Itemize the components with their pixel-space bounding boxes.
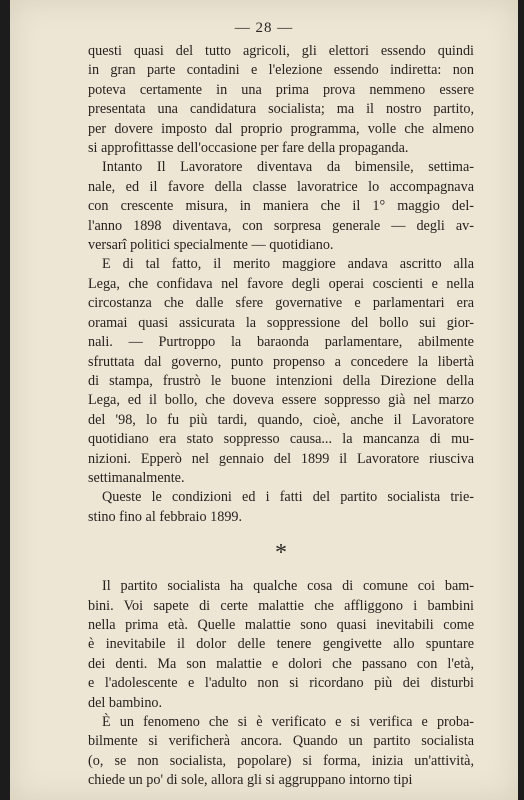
paragraph bbox=[88, 42, 474, 158]
paragraph bbox=[88, 255, 474, 488]
page-number: — 28 — bbox=[234, 20, 294, 36]
text-line: circostanza che dalle sfere governative e parlamentari era bbox=[88, 295, 474, 312]
text-line: sfruttata dal governo, punto propenso a concedere la libertà bbox=[88, 353, 474, 370]
text-line: presentata una candidatura socialista; ma il nostro partito, bbox=[88, 101, 474, 118]
text-line: dei denti. Ma son malattie e dolori che passano con l'età, bbox=[88, 655, 474, 672]
text-line: nizioni. Epperò nel gennaio del 1899 il Lavoratore riusciva bbox=[88, 450, 474, 467]
text-line: bini. Voi sapete di certe malattie che affliggono i bambini bbox=[88, 597, 474, 614]
text-line: chiede un po' di sole, allora gli si aggruppano intorno tipi bbox=[88, 772, 413, 789]
paragraph bbox=[88, 158, 474, 255]
text-line: È un fenomeno che si è verificato e si verifica e proba- bbox=[102, 714, 474, 730]
text-line: nella prima età. Quelle malattie sono quasi inevitabili come bbox=[88, 616, 474, 633]
text-section-before bbox=[88, 42, 474, 527]
text-line: e l'adolescente e l'adulto non si ricordano più dei disturbi bbox=[88, 675, 474, 692]
text-line: quotidiano era stato soppresso causa... la mancanza di mu- bbox=[88, 431, 474, 448]
text-line: stino fino al febbraio 1899. bbox=[88, 508, 243, 525]
text-line: in gran parte contadini e l'elezione essendo indiretta: non bbox=[88, 62, 474, 79]
text-line: l'anno 1898 diventava, con sorpresa generale — degli av- bbox=[88, 217, 474, 234]
text-line: si approfittasse dell'occasione per fare della propaganda. bbox=[88, 140, 409, 157]
text-line: Il partito socialista ha qualche cosa di comune coi bam- bbox=[102, 578, 474, 595]
text-line: Lega, che confidava nel favore degli operai coscienti e nella bbox=[88, 275, 474, 292]
text-line: Queste le condizioni ed i fatti del partito socialista trie- bbox=[102, 489, 474, 506]
text-line: per dovere imposto dal proprio programma, volle che almeno bbox=[88, 120, 474, 137]
text-line: nale, ed il favore della classe lavoratrice lo accompagnava bbox=[88, 178, 474, 195]
text-line: di stampa, frustrò le buone intenzioni della Direzione della bbox=[88, 372, 474, 389]
body-text bbox=[88, 42, 474, 791]
text-section-after bbox=[88, 577, 474, 790]
paragraph bbox=[88, 488, 474, 527]
text-line: settimanalmente. bbox=[88, 469, 185, 486]
text-line: questi quasi del tutto agricoli, gli elettori essendo quindi bbox=[88, 43, 474, 59]
text-line: Lega, ed il bollo, che doveva essere soppresso già nel marzo bbox=[88, 392, 474, 409]
text-line: E di tal fatto, il merito maggiore andava ascritto alla bbox=[102, 256, 474, 273]
section-separator: * bbox=[275, 540, 287, 567]
text-line: Intanto Il Lavoratore diventava da bimensile, settima- bbox=[102, 159, 474, 176]
text-line: oramai quasi assicurata la soppressione del bollo sui gior- bbox=[88, 314, 474, 331]
text-line: nali. — Purtroppo la baraonda parlamentare, abilmente bbox=[88, 334, 474, 351]
book-page bbox=[10, 0, 518, 800]
text-line: poteva certamente in una prima prova nemmeno essere bbox=[88, 81, 474, 98]
text-line: (o, se non socialista, popolare) si forma, inizia un'attività, bbox=[88, 752, 474, 769]
text-line: bilmente si verificherà ancora. Quando un partito socialista bbox=[88, 733, 474, 750]
text-line: del '98, lo fu più tardi, quando, cioè, anche il Lavoratore bbox=[88, 411, 474, 428]
paragraph bbox=[88, 577, 474, 713]
paragraph bbox=[88, 713, 474, 791]
text-line: del bambino. bbox=[88, 694, 163, 711]
text-line: con crescente misura, in maniera che il 1° maggio del- bbox=[88, 198, 474, 215]
text-line: è inevitabile il dolor delle tenere gengivette allo spuntare bbox=[88, 636, 474, 653]
text-line: versarî politici specialmente — quotidiano. bbox=[88, 237, 334, 254]
